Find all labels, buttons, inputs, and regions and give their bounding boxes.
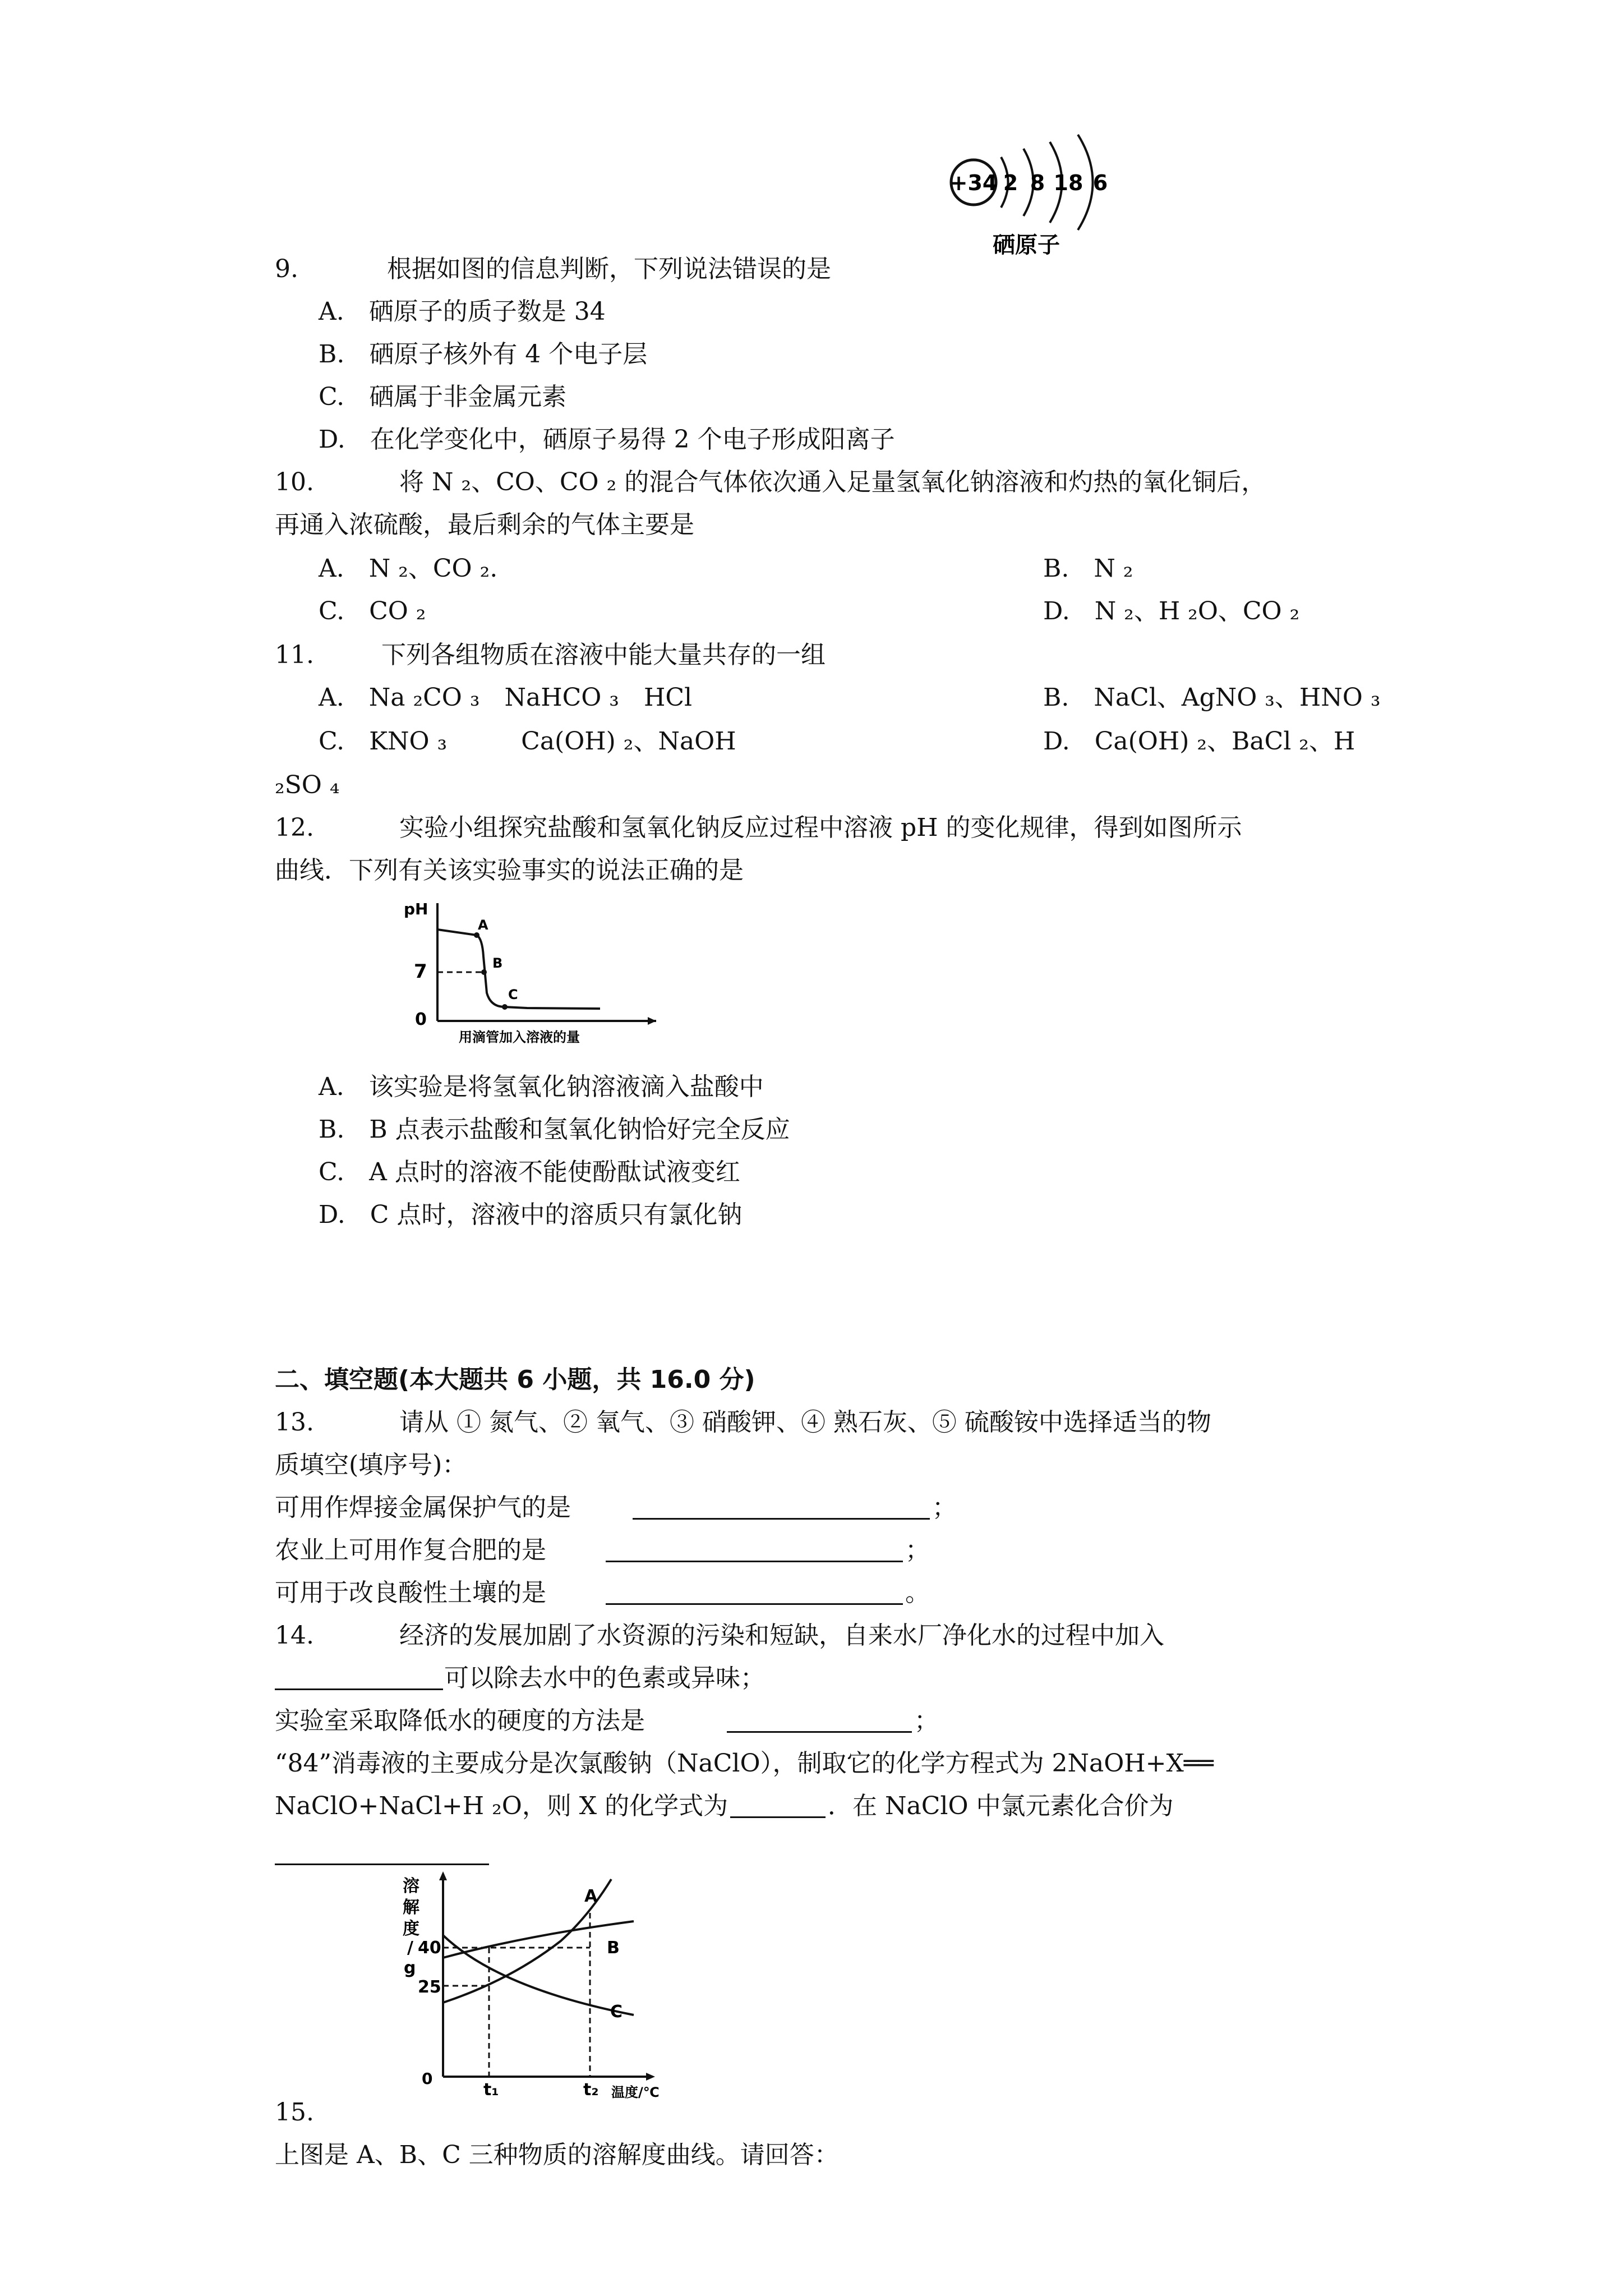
shell-3-electrons: 18 [1053,171,1083,195]
q14-blank-1[interactable] [275,1688,443,1690]
q9-option-b: B. 硒原子核外有 4 个电子层 [319,340,648,369]
sol-y-label-4: / [407,1938,413,1958]
q14-stem-line1: 经济的发展加剧了水资源的污染和短缺，自来水厂净化水的过程中加入 [399,1621,1164,1650]
sol-curve-b [443,1921,634,1958]
q14-line4a: NaClO+NaCl+H ₂O，则 X 的化学式为 [275,1792,728,1820]
q13-blank-2[interactable] [606,1561,903,1562]
atom-nucleus-label: +34 [949,171,998,195]
ph-y-label: pH [404,900,428,918]
ph-origin: 0 [415,1010,427,1029]
q10-option-b: B. N ₂ [1043,554,1133,583]
q14-line2-end: ； [914,1706,939,1735]
shell-2-electrons: 8 [1030,171,1045,195]
q13-blank-3[interactable] [606,1603,903,1605]
q11-number: 11. [275,641,314,669]
q10-stem-line1: 将 N ₂、CO、CO ₂ 的混合气体依次通入足量氢氧化钠溶液和灼热的氧化铜后， [399,468,1266,496]
ph-x-label: 用滴管加入溶液的量 [459,1029,580,1045]
q9-option-d: D. 在化学变化中，硒原子易得 2 个电子形成阳离子 [319,425,895,454]
q13-stem-line2: 质填空(填序号)： [275,1451,467,1479]
q9-stem: 根据如图的信息判断，下列说法错误的是 [387,255,831,283]
q14-blank-2[interactable] [727,1731,912,1733]
q12-number: 12. [275,813,314,842]
q9-number: 9. [275,255,298,283]
q12-option-c: C. A 点时的溶液不能使酚酞试液变红 [319,1158,740,1186]
q10-option-c: C. CO ₂ [319,597,426,625]
selenium-atom-diagram [948,126,1133,255]
ph-point-b [481,969,487,975]
q11-option-b: B. NaCl、AgNO ₃、HNO ₃ [1043,683,1381,712]
q13-line2-text: 农业上可用作复合肥的是 [275,1536,546,1565]
q14-line2-text: 实验室采取降低水的硬度的方法是 [275,1706,645,1735]
q13-line3-end: 。 [905,1579,930,1607]
sol-y-label-2: 解 [403,1898,419,1917]
sol-curve-a-label: A [584,1887,598,1906]
sol-y-label-1: 溶 [403,1876,419,1896]
q13-line1-end: ； [932,1493,957,1522]
q14-blank-4[interactable] [275,1864,489,1865]
sol-curve-b-label: B [607,1938,620,1958]
q12-stem-line2: 曲线．下列有关该实验事实的说法正确的是 [275,856,744,885]
q13-number: 13. [275,1408,314,1437]
q14-blank-3[interactable] [730,1816,826,1818]
q12-option-b: B. B 点表示盐酸和氢氧化钠恰好完全反应 [319,1115,790,1144]
q15-text: 上图是 A、B、C 三种物质的溶解度曲线。请回答： [275,2141,839,2169]
ph-curve [437,930,600,1009]
sol-tick-t2: t₂ [583,2080,599,2100]
sol-y-label-5: g [404,1958,416,1978]
q12-stem-line1: 实验小组探究盐酸和氢氧化钠反应过程中溶液 pH 的变化规律，得到如图所示 [399,813,1242,842]
shell-4-electrons: 6 [1092,171,1108,195]
ph-point-a [474,932,479,938]
sol-curve-c-label: C [610,2002,623,2022]
q13-blank-1[interactable] [633,1518,930,1520]
q10-number: 10. [275,468,314,496]
ph-point-a-label: A [478,917,488,933]
sol-origin: 0 [422,2069,433,2088]
sol-tick-t1: t₁ [483,2080,499,2100]
ph-point-b-label: B [492,955,503,971]
sol-tick-40: 40 [418,1938,441,1958]
q10-option-d: D. N ₂、H ₂O、CO ₂ [1043,597,1300,625]
ph-curve-chart [393,895,662,1046]
q12-option-d: D. C 点时，溶液中的溶质只有氯化钠 [319,1200,743,1229]
q14-line4b: ．在 NaClO 中氯元素化合价为 [828,1792,1174,1820]
q9-option-a: A. 硒原子的质子数是 34 [319,297,606,326]
q13-line1-text: 可用作焊接金属保护气的是 [275,1493,571,1522]
ph-point-c-label: C [508,987,518,1002]
atom-caption: 硒原子 [993,232,1060,255]
q11-option-a: A. Na ₂CO ₃ NaHCO ₃ HCl [319,683,693,712]
section-2-title: 二、填空题(本大题共 6 小题，共 16.0 分) [275,1365,755,1394]
q11-option-d: D. Ca(OH) ₂、BaCl ₂、H [1043,727,1355,756]
solubility-curve-chart [387,1868,667,2104]
q14-line3: “84”消毒液的主要成分是次氯酸钠（NaClO），制取它的化学方程式为 2NaOH+X══ [275,1749,1214,1778]
q12-option-a: A. 该实验是将氢氧化钠溶液滴入盐酸中 [319,1073,764,1101]
q14-stem-line2: 可以除去水中的色素或异味； [444,1664,765,1692]
q11-option-d-continued: ₂SO ₄ [275,771,340,799]
shell-1-electrons: 2 [1003,171,1018,195]
q13-stem-line1: 请从 ① 氮气、② 氧气、③ 硝酸钾、④ 熟石灰、⑤ 硫酸铵中选择适当的物 [399,1408,1211,1437]
sol-y-label-3: 度 [403,1919,419,1939]
ph-tick-7: 7 [414,960,427,983]
q11-option-c: C. KNO ₃ Ca(OH) ₂、NaOH [319,727,736,756]
q15-number: 15. [275,2098,314,2127]
q10-stem-line2: 再通入浓硫酸，最后剩余的气体主要是 [275,510,694,539]
sol-x-label: 温度/℃ [611,2085,660,2100]
q10-option-a: A. N ₂、CO ₂. [319,554,498,583]
sol-tick-25: 25 [418,1977,441,1997]
q9-option-c: C. 硒属于非金属元素 [319,383,567,411]
q11-stem: 下列各组物质在溶液中能大量共存的一组 [381,641,826,669]
ph-point-c [502,1004,508,1010]
q13-line2-end: ； [905,1536,930,1565]
q13-line3-text: 可用于改良酸性土壤的是 [275,1579,546,1607]
q14-number: 14. [275,1621,314,1650]
